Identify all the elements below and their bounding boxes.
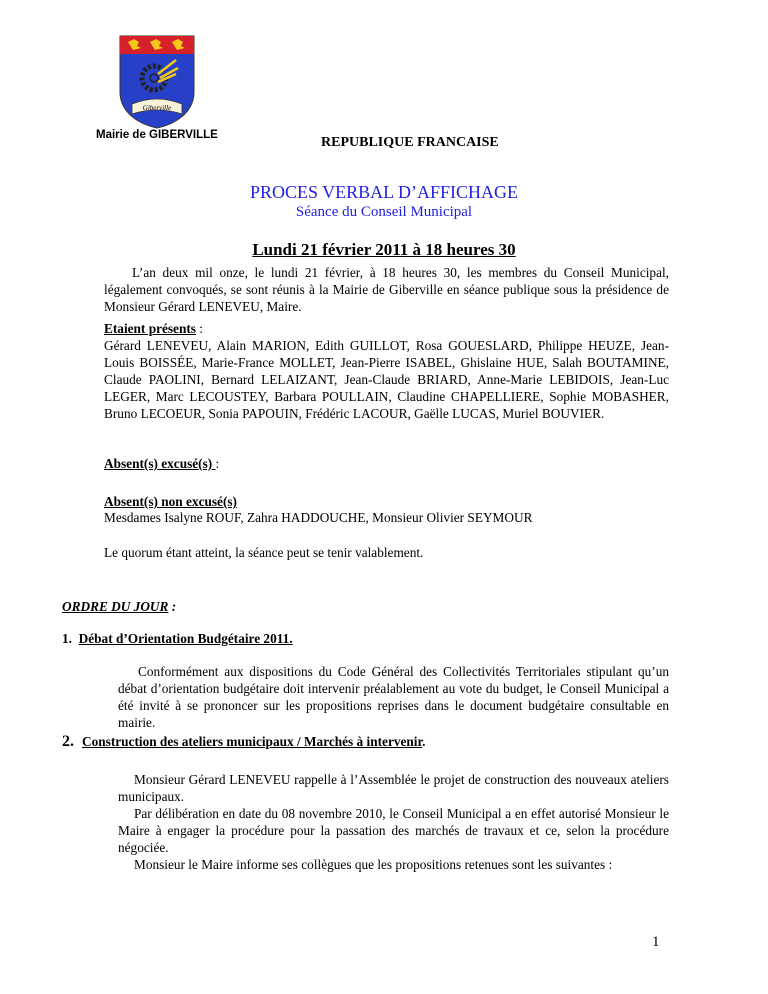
presents-names: Gérard LENEVEU, Alain MARION, Edith GUILLOT, Rosa GOUESLARD, Philippe HEUZE, Jean-Louis BOISSÉE, Marie-France MOLLET, Jean-Pierre ISABEL, Ghislaine HUE, Salah BOUTAMINE, Claude PAOLINI, Bernard LELAIZANT, Jean-Claude BRIARD, Anne-Marie LEBIDOIS, Jean-Luc LEGER, Marc LECOUSTEY, Barbara POULLAIN, Claudine CHAPELLIERE, Sophie MOBASHER, Bruno LECOEUR, Sonia PAPOUIN, Frédéric LACOUR, Gaëlle LUCAS, Muriel BOUVIER. — [104, 338, 669, 421]
absent-excuse-label: Absent(s) excusé(s) — [104, 456, 216, 471]
agenda-item-1-paragraph: Conformément aux dispositions du Code Général des Collectivités Territoriales stipulant qu’un débat d’orientation budgétaire doit intervenir préalablement au vote du budget, le Conseil Municipal a été invité à se prononcer sur les propositions reprises dans le document budgétaire consultable en mairie. — [118, 664, 669, 730]
republique-heading: REPUBLIQUE FRANCAISE — [321, 135, 499, 150]
intro-paragraph: L’an deux mil onze, le lundi 21 février, à 18 heures 30, les membres du Conseil Municipal, légalement convoqués, se sont réunis à la Mairie de Giberville en séance publique sous la présidence de Monsieur Gérard LENEVEU, Maire. — [104, 265, 669, 314]
document-subtitle: Séance du Conseil Municipal — [295, 204, 473, 220]
agenda-item-2-paragraph-1: Monsieur Gérard LENEVEU rappelle à l’Assemblée le projet de construction des nouveaux ateliers municipaux. — [118, 772, 669, 804]
giberville-coat-of-arms-logo — [118, 34, 196, 130]
page-number: 1 — [652, 934, 660, 950]
agenda-item-2-paragraph-2: Par délibération en date du 08 novembre 2010, le Conseil Municipal a en effet autorisé Monsieur le Maire à engager la procédure pour la passation des marchés de travaux et ce, selon la procédure négociée. — [118, 806, 669, 855]
absent-non-excuse-names: Mesdames Isalyne ROUF, Zahra HADDOUCHE, Monsieur Olivier SEYMOUR — [104, 510, 533, 525]
agenda-item-2-number: 2. — [62, 733, 74, 750]
agenda-item-2-paragraph-3: Monsieur le Maire informe ses collègues que les propositions retenues sont les suivantes : — [134, 857, 613, 872]
quorum-statement: Le quorum étant atteint, la séance peut se tenir valablement. — [104, 545, 424, 560]
agenda-label: ORDRE DU JOUR — [62, 599, 169, 614]
agenda-item-1-number: 1. — [62, 631, 72, 646]
mairie-label: Mairie de GIBERVILLE — [96, 129, 218, 141]
agenda-item-1-title — [62, 631, 293, 647]
logo-text: Giberville — [142, 104, 172, 112]
document-title: PROCES VERBAL D’AFFICHAGE — [249, 182, 519, 202]
absent-excuse-line: Absent(s) excusé(s) : — [104, 456, 220, 471]
absent-non-excuse-label: Absent(s) non excusé(s) — [104, 494, 237, 509]
agenda-item-2-label: Construction des ateliers municipaux / Marchés à intervenir — [82, 734, 423, 749]
agenda-heading: ORDRE DU JOUR : — [62, 599, 177, 614]
attendance-present-block: Etaient présents : Gérard LENEVEU, Alain MARION, Edith GUILLOT, Rosa GOUESLARD, Philippe HEUZE, Jean-Louis BOISSÉE, Marie-France MOLLET, Jean-Pierre ISABEL, Ghislaine HUE, Salah BOUTAMINE, Claude PAOLINI, Bernard LELAIZANT, Jean-Claude BRIARD, Anne-Marie LEBIDOIS, Jean-Luc LEGER, Marc LECOUSTEY, Barbara POULLAIN, Claudine CHAPELLIERE, Sophie MOBASHER, Bruno LECOEUR, Sonia PAPOUIN, Frédéric LACOUR, Gaëlle LUCAS, Muriel BOUVIER. — [104, 321, 669, 421]
agenda-item-1-label: Débat d’Orientation Budgétaire 2011. — [78, 631, 293, 646]
presents-label: Etaient présents — [104, 321, 196, 336]
agenda-item-2-title: 2. Construction des ateliers municipaux / Marchés à intervenir. — [62, 733, 426, 750]
meeting-date: Lundi 21 février 2011 à 18 heures 30 — [252, 240, 516, 259]
